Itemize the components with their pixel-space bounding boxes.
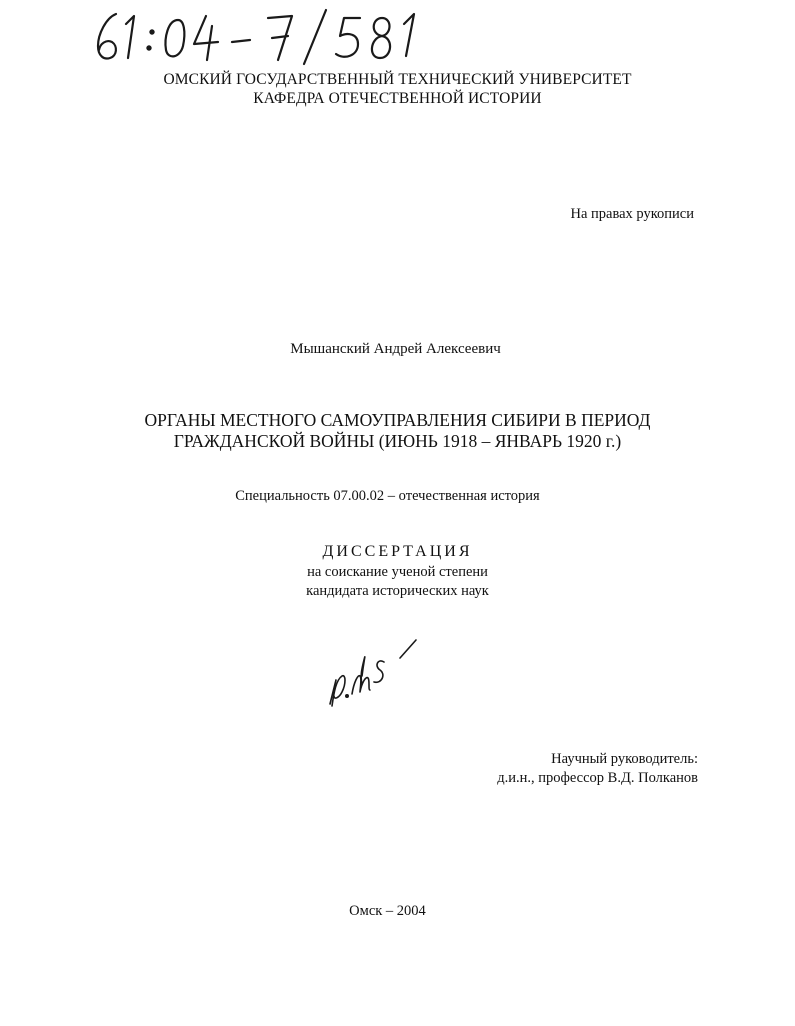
handwritten-archive-number-drawing: [92, 4, 422, 68]
degree-line-1: на соискание ученой степени: [307, 564, 488, 580]
supervisor-name: д.и.н., профессор В.Д. Полканов: [497, 770, 698, 786]
signature-drawing: [322, 636, 422, 712]
manuscript-note: На правах рукописи: [570, 206, 694, 222]
specialty-line: Специальность 07.00.02 – отечественная история: [235, 488, 540, 504]
university-header: [0, 70, 795, 108]
handwritten-signature: [322, 636, 422, 712]
title-line-1: ОРГАНЫ МЕСТНОГО САМОУПРАВЛЕНИЯ СИБИРИ В ПЕРИОД: [144, 410, 651, 430]
department-name: КАФЕДРА ОТЕЧЕСТВЕННОЙ ИСТОРИИ: [253, 90, 542, 107]
handwritten-archive-number: [92, 4, 422, 68]
city-and-year: Омск – 2004: [349, 903, 426, 919]
supervisor-block: [497, 750, 698, 788]
degree-statement: [0, 563, 795, 601]
title-line-2: ГРАЖДАНСКОЙ ВОЙНЫ (ИЮНЬ 1918 – ЯНВАРЬ 1920 г.): [173, 431, 622, 451]
work-type-heading: ДИССЕРТАЦИЯ: [322, 543, 473, 560]
author-name: Мышанский Андрей Алексеевич: [290, 341, 501, 357]
dissertation-title: [0, 410, 795, 452]
supervisor-label: Научный руководитель:: [551, 751, 698, 767]
degree-line-2: кандидата исторических наук: [306, 583, 489, 599]
university-name: ОМСКИЙ ГОСУДАРСТВЕННЫЙ ТЕХНИЧЕСКИЙ УНИВЕРСИТЕТ: [163, 71, 632, 88]
